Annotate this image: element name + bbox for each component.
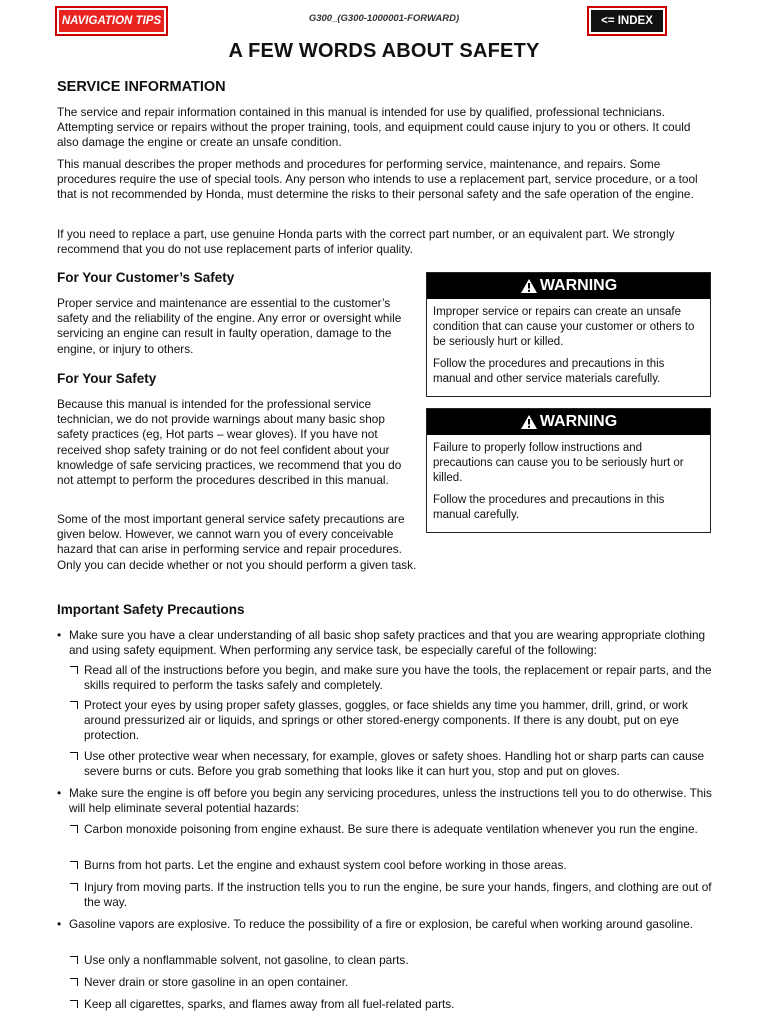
- list-item: [69, 822, 714, 837]
- list-item-text: Protect your eyes by using proper safety glasses, goggles, or face shields any time you hammer, drill, grind, or work around pressurized air or liquids, and springs or other stored-energy components. If there is any doubt, put on eye protection.: [84, 698, 688, 743]
- model-identifier: G300_(G300-1000001-FORWARD): [308, 13, 460, 24]
- bullet-icon: •: [57, 786, 62, 800]
- checkbox-bullet-icon: [70, 825, 78, 833]
- list-item-text: Read all of the instructions before you begin, and make sure you have the tools, the replacement or repair parts, and the skills required to perform the tasks safely and completely.: [84, 663, 712, 693]
- warning-triangle-icon: [520, 414, 538, 430]
- warning-2-text-2: Follow the procedures and precautions in this manual carefully.: [433, 493, 665, 521]
- list-item: [69, 698, 714, 744]
- warning-box-2: [426, 408, 711, 533]
- list-item-text: Never drain or store gasoline in an open container.: [84, 975, 349, 989]
- list-item: [69, 749, 714, 779]
- customer-safety-paragraph: Proper service and maintenance are essential to the customer’s safety and the reliability of the engine. Any error or oversight while servicing an engine can result in faulty operation, damage to the engine, or injury to others.: [57, 296, 402, 356]
- precaution-bullet-2: [57, 786, 717, 816]
- checkbox-bullet-icon: [70, 978, 78, 986]
- list-item: [69, 997, 714, 1012]
- service-paragraph-1: The service and repair information contained in this manual is intended for use by qualified, professional technicians. Attempting service or repairs without the proper training, tools, and equipment could cause injury to you or others. It could also damage the engine or create an unsafe condition.: [57, 105, 691, 150]
- precaution-bullet-2-text: Make sure the engine is off before you begin any servicing procedures, unless the instructions tell you to do otherwise. This will help eliminate several potential hazards:: [69, 786, 712, 816]
- checkbox-bullet-icon: [70, 956, 78, 964]
- index-button[interactable]: [587, 6, 667, 36]
- warning-label: WARNING: [539, 413, 618, 430]
- warning-box-1: [426, 272, 711, 397]
- warning-header: [427, 409, 710, 435]
- precaution-bullet-1: [57, 628, 717, 658]
- warning-1-text-1: Improper service or repairs can create an unsafe condition that can cause your customer or others to be seriously hurt or killed.: [433, 306, 695, 349]
- list-item: [69, 858, 714, 873]
- bullet-icon: •: [57, 917, 62, 931]
- page-title: A FEW WORDS ABOUT SAFETY: [228, 40, 540, 62]
- list-item: [69, 953, 714, 968]
- list-item-text: Carbon monoxide poisoning from engine exhaust. Be sure there is adequate ventilation whenever you run the engine.: [84, 822, 698, 836]
- list-item-text: Use only a nonflammable solvent, not gasoline, to clean parts.: [84, 953, 409, 967]
- service-paragraph-2: This manual describes the proper methods and procedures for performing service, maintenance, and repairs. Some procedures require the use of special tools. Any person who intends to use a replacement part, service procedure, or a tool that is not recommended by Honda, must determine the risks to their personal safety and the safe operation of the engine.: [57, 157, 698, 202]
- checkbox-bullet-icon: [70, 1000, 78, 1008]
- warning-header: [427, 273, 710, 299]
- warning-2-text-1: Failure to properly follow instructions and precautions can cause you to be seriously hurt or killed.: [433, 442, 684, 485]
- bullet-icon: •: [57, 628, 62, 642]
- checkbox-bullet-icon: [70, 752, 78, 760]
- precaution-bullet-1-text: Make sure you have a clear understanding of all basic shop safety practices and that you are wearing appropriate clothing and using safety equipment. When performing any service task, be especially careful of the following:: [69, 628, 706, 658]
- warning-1-text-2: Follow the procedures and precautions in this manual and other service materials carefully.: [433, 357, 665, 385]
- index-label: <= INDEX: [591, 10, 663, 32]
- precautions-heading: Important Safety Precautions: [57, 602, 245, 617]
- list-item-text: Burns from hot parts. Let the engine and exhaust system cool before working in those areas.: [84, 858, 567, 872]
- warning-label: WARNING: [539, 277, 618, 294]
- navigation-tips-label: NAVIGATION TIPS: [59, 10, 164, 32]
- checkbox-bullet-icon: [70, 701, 78, 709]
- list-item: [69, 880, 714, 910]
- list-item-text: Keep all cigarettes, sparks, and flames away from all fuel-related parts.: [84, 997, 455, 1011]
- precaution-bullet-3-text: Gasoline vapors are explosive. To reduce the possibility of a fire or explosion, be careful when working around gasoline.: [69, 917, 694, 931]
- service-heading: SERVICE INFORMATION: [57, 79, 226, 95]
- your-safety-paragraph-1: Because this manual is intended for the professional service technician, we do not provide warnings about many basic shop safety practices (eg, Hot parts – wear gloves). If you have not received shop safety training or do not feel confident about your knowledge of safe servicing practices, we recommend that you do not attempt to perform the procedures described in this manual.: [57, 397, 402, 488]
- checkbox-bullet-icon: [70, 861, 78, 869]
- precaution-bullet-3: [57, 917, 717, 932]
- warning-triangle-icon: [520, 278, 538, 294]
- service-paragraph-3: If you need to replace a part, use genuine Honda parts with the correct part number, or an equivalent part. We strongly recommend that you do not use replacement parts of inferior quality.: [57, 227, 675, 257]
- list-item: [69, 975, 714, 990]
- checkbox-bullet-icon: [70, 883, 78, 891]
- customer-safety-heading: For Your Customer’s Safety: [57, 270, 235, 285]
- list-item-text: Use other protective wear when necessary, for example, gloves or safety shoes. Handling hot or sharp parts can cause severe burns or cuts. Before you grab something that looks like it can hurt you, stop and put on gloves.: [84, 749, 705, 779]
- your-safety-paragraph-2: Some of the most important general service safety precautions are given below. However, we cannot warn you of every conceivable hazard that can arise in performing service and repair procedures. Only you can decide whether or not you should perform a given task.: [57, 512, 417, 572]
- your-safety-heading: For Your Safety: [57, 371, 157, 386]
- list-item: [69, 663, 714, 693]
- list-item-text: Injury from moving parts. If the instruction tells you to run the engine, be sure your hands, fingers, and clothing are out of the way.: [84, 880, 712, 910]
- checkbox-bullet-icon: [70, 666, 78, 674]
